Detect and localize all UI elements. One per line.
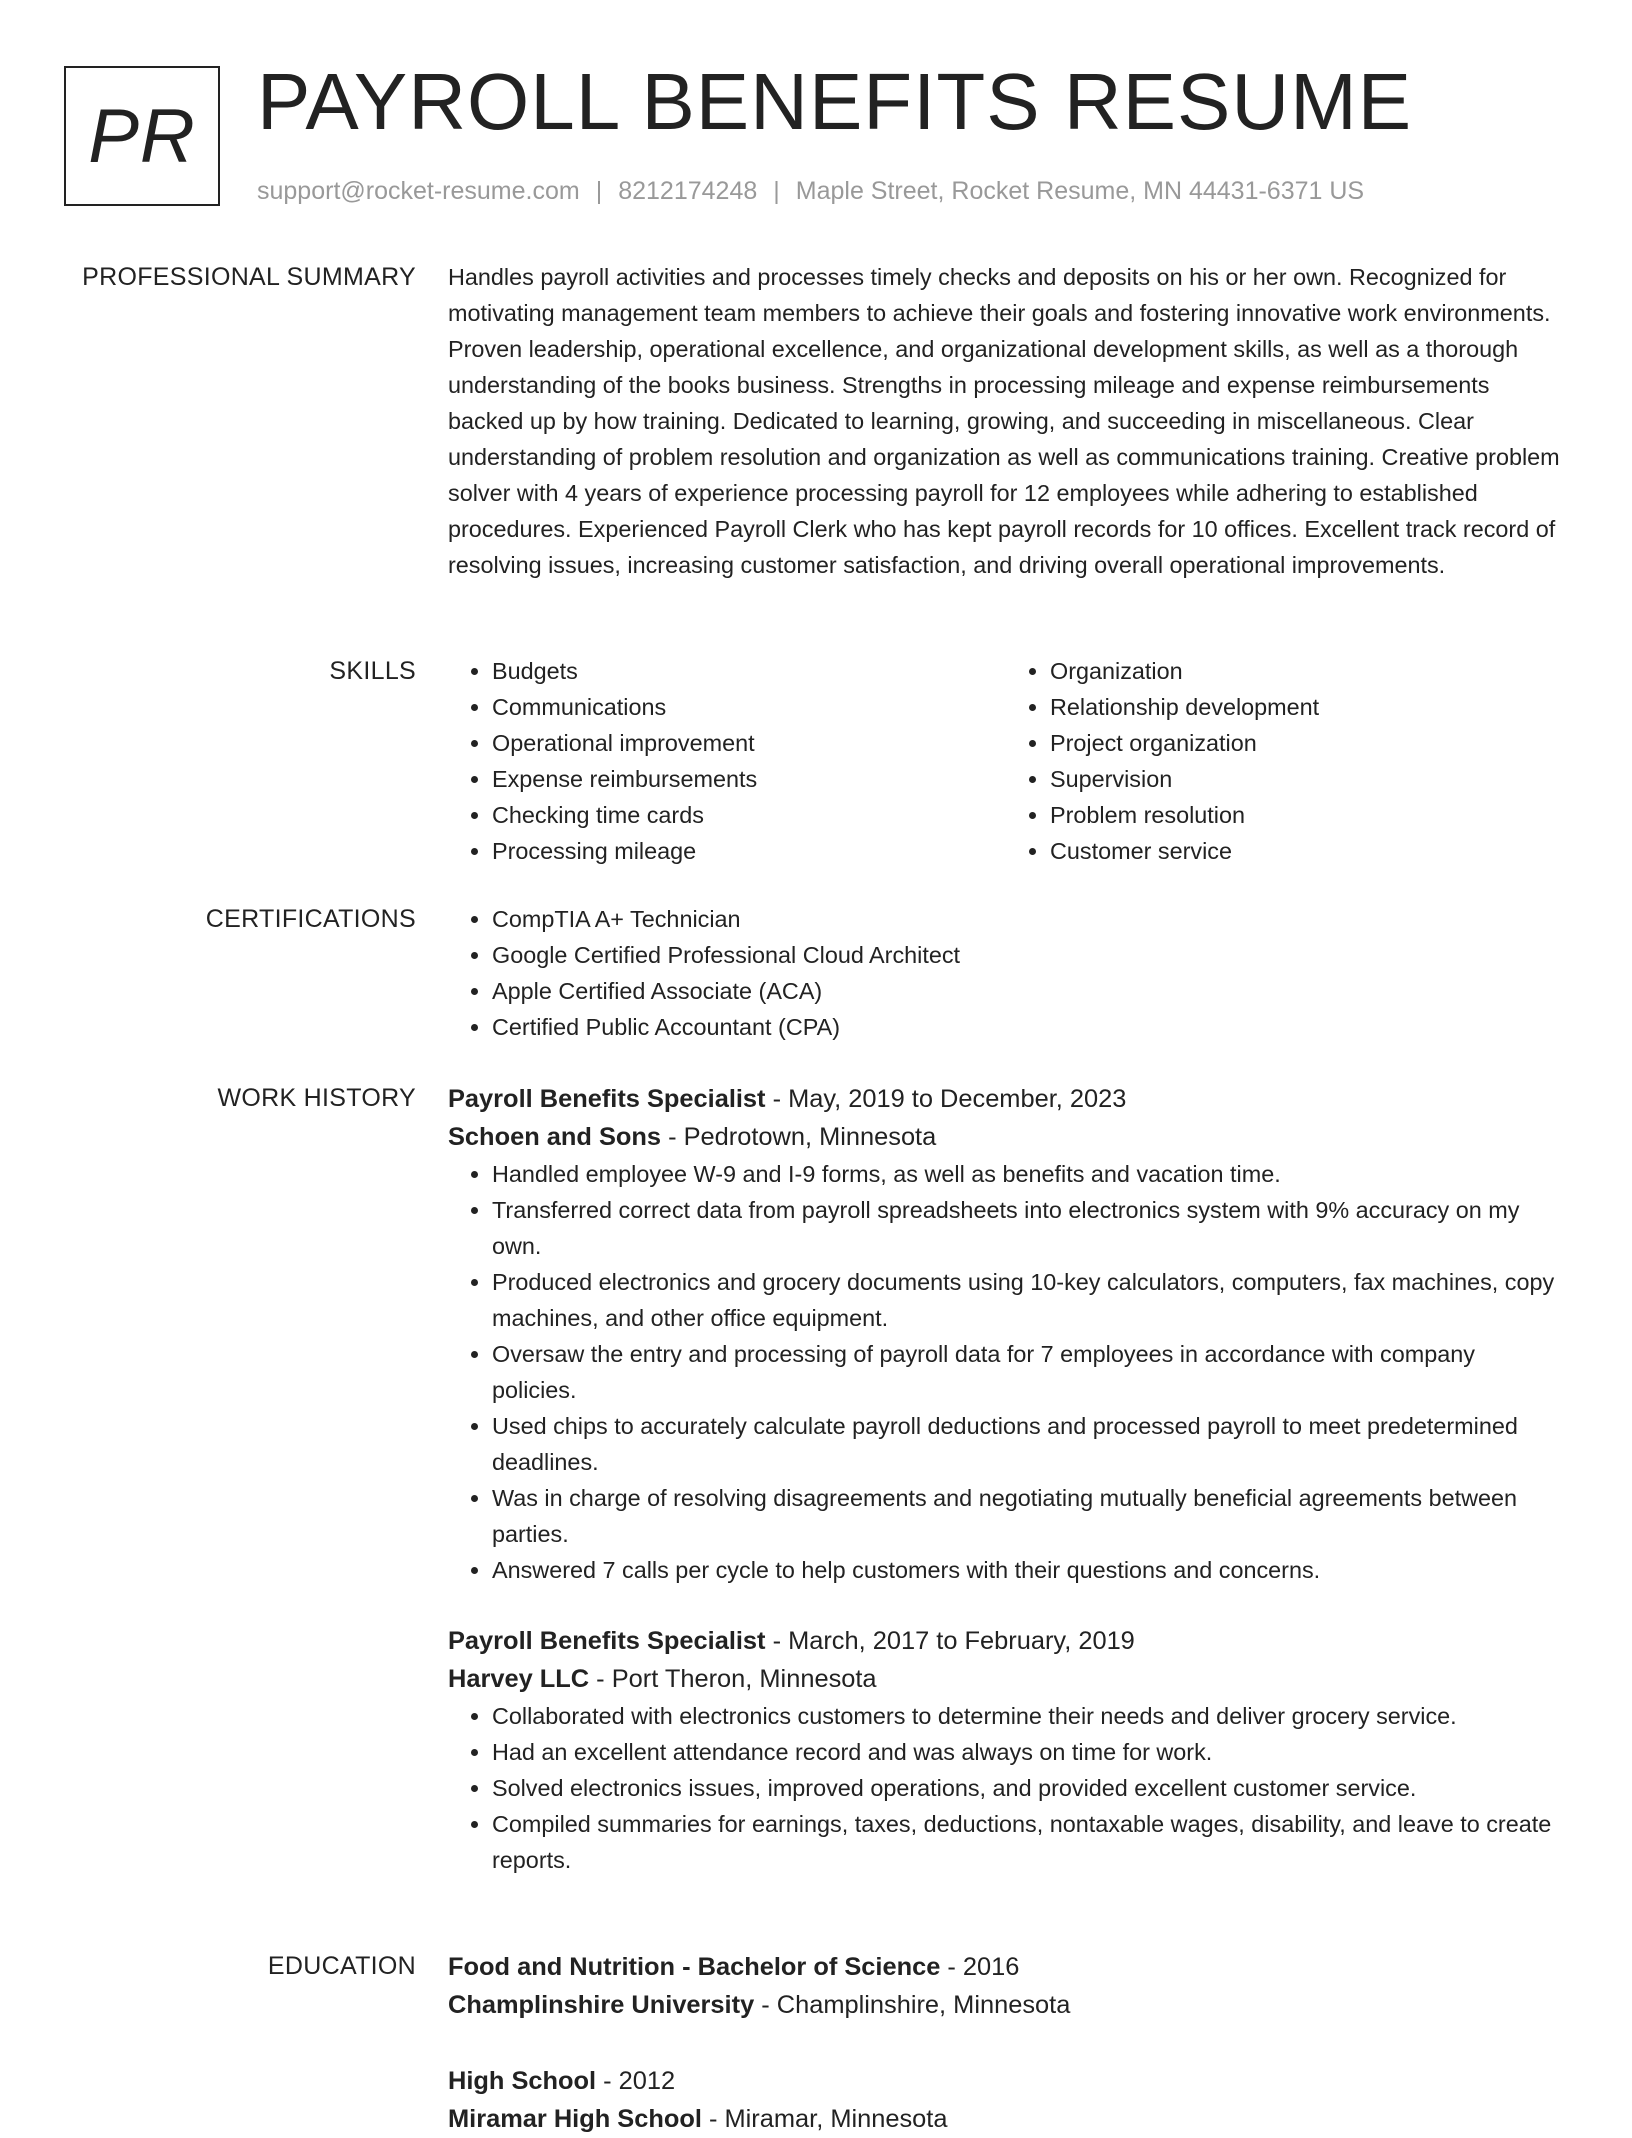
- list-item: • Problem resolution: [1050, 797, 1564, 833]
- education-school-line: [448, 2100, 1564, 2138]
- job-dates: - May, 2019 to December, 2023: [765, 1085, 1127, 1113]
- job-company-line: [448, 1118, 1564, 1156]
- education-school-line: [448, 1986, 1564, 2024]
- section-label: EDUCATION: [267, 1952, 416, 1980]
- summary-text: Handles payroll activities and processes timely checks and deposits on his or her own. Recognized for motivating management team members to achieve their goals and fostering innovative work environments. Proven leadership, operational excellence, and organizational development skills, as well as a thorough understanding of the books business. Strengths in processing mileage and expense reimbursements backed up by how training. Dedicated to learning, growing, and succeeding in miscellaneous. Clear understanding of problem resolution and organization as well as communications training. Creative problem solver with 4 years of experience processing payroll for 12 employees while adhering to established procedures. Experienced Payroll Clerk who has kept payroll records for 10 offices. Excellent track record of resolving issues, increasing customer satisfaction, and driving overall operational improvements.: [448, 264, 1560, 578]
- education-year: - 2012: [596, 2067, 676, 2095]
- monogram: PR: [64, 66, 220, 206]
- section-label: SKILLS: [329, 657, 416, 685]
- list-item: • Had an excellent attendance record and was always on time for work.: [492, 1734, 1564, 1770]
- education-location: - Champlinshire, Minnesota: [754, 1991, 1071, 2019]
- section-label: WORK HISTORY: [217, 1084, 416, 1112]
- job-duties-list: [448, 1156, 1564, 1588]
- contact-separator: |: [773, 177, 780, 205]
- certifications-body: [448, 901, 1564, 1045]
- job-entry: [448, 1622, 1564, 1878]
- education-degree: High School: [448, 2067, 597, 2095]
- education-body: [448, 1948, 1564, 2138]
- job-title-line: [448, 1080, 1564, 1118]
- contact-separator: |: [595, 177, 603, 205]
- list-item: • Expense reimbursements: [492, 761, 1006, 797]
- resume-title: PAYROLL BENEFITS RESUME: [257, 57, 1413, 146]
- section-label: CERTIFICATIONS: [205, 905, 416, 933]
- contact-phone: 8212174248: [618, 177, 758, 205]
- job-title: Payroll Benefits Specialist: [448, 1627, 766, 1655]
- list-item: • Used chips to accurately calculate payroll deductions and processed payroll to meet predetermined deadlines.: [492, 1408, 1564, 1480]
- job-location: - Port Theron, Minnesota: [589, 1665, 877, 1693]
- list-item: • Collaborated with electronics customers to determine their needs and deliver grocery service.: [492, 1698, 1564, 1734]
- list-item: • Customer service: [1050, 833, 1564, 869]
- job-dates: - March, 2017 to February, 2019: [765, 1627, 1135, 1655]
- list-item: • Communications: [492, 689, 1006, 725]
- summary-body: [448, 259, 1564, 583]
- education-school: Champlinshire University: [448, 1991, 755, 2019]
- education-entry: [448, 1948, 1564, 2024]
- education-degree-line: [448, 1948, 1564, 1986]
- education-degree-line: [448, 2062, 1564, 2100]
- list-item: • Was in charge of resolving disagreements and negotiating mutually beneficial agreements between parties.: [492, 1480, 1564, 1552]
- education-location: - Miramar, Minnesota: [701, 2105, 948, 2133]
- list-item: • CompTIA A+ Technician: [492, 901, 1564, 937]
- contact-email[interactable]: support@rocket-resume.com: [257, 177, 580, 205]
- skills-list-right: [1006, 653, 1564, 869]
- list-item: • Produced electronics and grocery documents using 10-key calculators, computers, fax machines, copy machines, and other office equipment.: [492, 1264, 1564, 1336]
- job-title: Payroll Benefits Specialist: [448, 1085, 766, 1113]
- list-item: • Oversaw the entry and processing of payroll data for 7 employees in accordance with company policies.: [492, 1336, 1564, 1408]
- job-duties-list: [448, 1698, 1564, 1878]
- work-history-body: [448, 1080, 1564, 1878]
- job-company-line: [448, 1660, 1564, 1698]
- job-location: - Pedrotown, Minnesota: [661, 1123, 937, 1151]
- section-label: PROFESSIONAL SUMMARY: [82, 263, 416, 291]
- skills-body: [448, 653, 1564, 869]
- list-item: • Handled employee W-9 and I-9 forms, as well as benefits and vacation time.: [492, 1156, 1564, 1192]
- list-item: • Checking time cards: [492, 797, 1006, 833]
- job-title-line: [448, 1622, 1564, 1660]
- contact-address: Maple Street, Rocket Resume, MN 44431-6371 US: [795, 177, 1365, 205]
- skills-list-left: [448, 653, 1006, 869]
- list-item: • Budgets: [492, 653, 1006, 689]
- education-degree: Food and Nutrition - Bachelor of Science: [448, 1953, 941, 1981]
- education-school: Miramar High School: [448, 2105, 702, 2133]
- list-item: • Certified Public Accountant (CPA): [492, 1009, 1564, 1045]
- education-year: - 2016: [940, 1953, 1020, 1981]
- list-item: • Compiled summaries for earnings, taxes, deductions, nontaxable wages, disability, and leave to create reports.: [492, 1806, 1564, 1878]
- contact-line: [257, 175, 1364, 207]
- list-item: • Project organization: [1050, 725, 1564, 761]
- job-entry: [448, 1080, 1564, 1588]
- list-item: • Transferred correct data from payroll spreadsheets into electronics system with 9% accuracy on my own.: [492, 1192, 1564, 1264]
- list-item: • Operational improvement: [492, 725, 1006, 761]
- job-company: Harvey LLC: [448, 1665, 590, 1693]
- list-item: • Google Certified Professional Cloud Architect: [492, 937, 1564, 973]
- list-item: • Solved electronics issues, improved operations, and provided excellent customer service.: [492, 1770, 1564, 1806]
- education-entry: [448, 2062, 1564, 2138]
- list-item: • Supervision: [1050, 761, 1564, 797]
- list-item: • Processing mileage: [492, 833, 1006, 869]
- list-item: • Organization: [1050, 653, 1564, 689]
- certifications-list: [448, 901, 1564, 1045]
- list-item: • Apple Certified Associate (ACA): [492, 973, 1564, 1009]
- list-item: • Answered 7 calls per cycle to help customers with their questions and concerns.: [492, 1552, 1564, 1588]
- job-company: Schoen and Sons: [448, 1123, 662, 1151]
- list-item: • Relationship development: [1050, 689, 1564, 725]
